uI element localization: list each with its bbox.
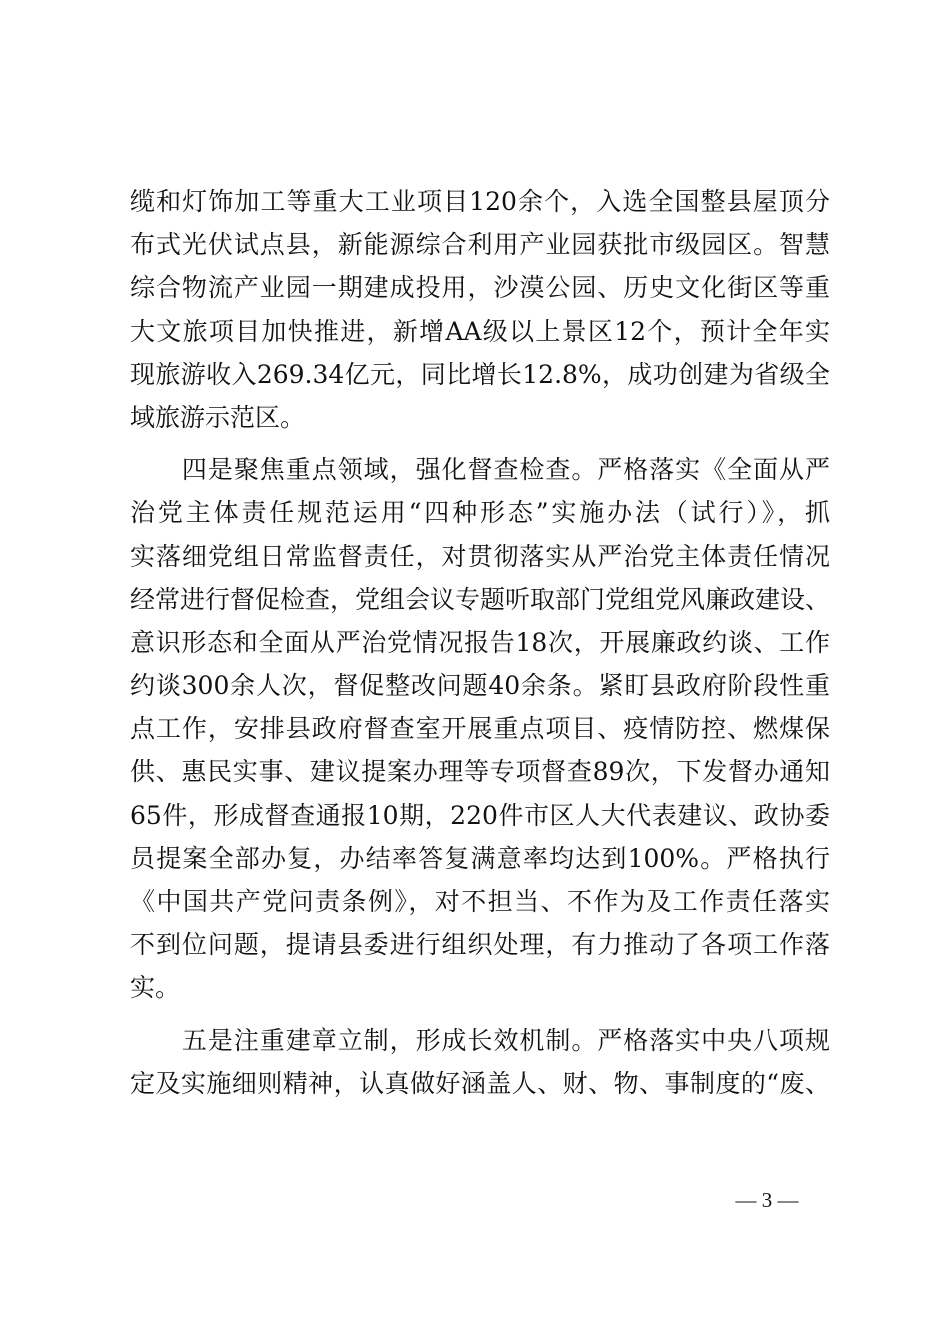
text-line: 五是注重建章立制，形成长效机制。严格落实中央八项规 <box>130 1025 830 1055</box>
text-line: 现旅游收入269.34亿元，同比增长12.8%，成功创建为省级全 <box>130 359 830 389</box>
text-line: 不到位问题，提请县委进行组织处理，有力推动了各项工作落 <box>130 930 830 960</box>
text-line: 员提案全部办复，办结率答复满意率均达到100%。严格执行 <box>130 843 830 873</box>
paragraph-2 <box>130 448 830 1009</box>
body-text <box>130 180 830 1105</box>
paragraph-gap <box>130 1010 830 1019</box>
paragraph-gap <box>130 439 830 448</box>
text-line: 域旅游示范区。 <box>130 402 306 432</box>
text-line: 定及实施细则精神，认真做好涵盖人、财、物、事制度的“废、 <box>130 1068 830 1098</box>
text-line: 《中国共产党问责条例》，对不担当、不作为及工作责任落实 <box>130 887 830 916</box>
text-line: 缆和灯饰加工等重大工业项目120余个，入选全国整县屋顶分 <box>130 187 830 216</box>
paragraph-1 <box>130 180 830 439</box>
text-line: 点工作，安排县政府督查室开展重点项目、疫情防控、燃煤保 <box>130 714 830 744</box>
text-line: 意识形态和全面从严治党情况报告18次，开展廉政约谈、工作 <box>130 627 830 657</box>
text-line: 经常进行督促检查，党组会议专题听取部门党组党风廉政建设、 <box>130 584 831 614</box>
page-number: — 3 — <box>735 1188 799 1212</box>
text-line: 四是聚焦重点领域，强化督查检查。严格落实《全面从严 <box>130 455 830 485</box>
paragraph-3 <box>130 1019 830 1105</box>
text-line: 综合物流产业园一期建成投用，沙漠公园、历史文化街区等重 <box>130 273 830 303</box>
text-line: 实。 <box>130 973 181 1003</box>
text-line: 布式光伏试点县，新能源综合利用产业园获批市级园区。智慧 <box>130 230 830 260</box>
text-line: 65件，形成督查通报10期，220件市区人大代表建议、政协委 <box>130 800 830 830</box>
text-line: 大文旅项目加快推进，新增AA级以上景区12个，预计全年实 <box>130 316 830 346</box>
text-line: 实落细党组日常监督责任，对贯彻落实从严治党主体责任情况 <box>130 541 830 571</box>
text-line: 治党主体责任规范运用“四种形态”实施办法（试行）》，抓 <box>130 498 830 528</box>
text-line: 供、惠民实事、建议提案办理等专项督查89次，下发督办通知 <box>130 757 830 787</box>
text-line: 约谈300余人次，督促整改问题40余条。紧盯县政府阶段性重 <box>130 671 830 701</box>
